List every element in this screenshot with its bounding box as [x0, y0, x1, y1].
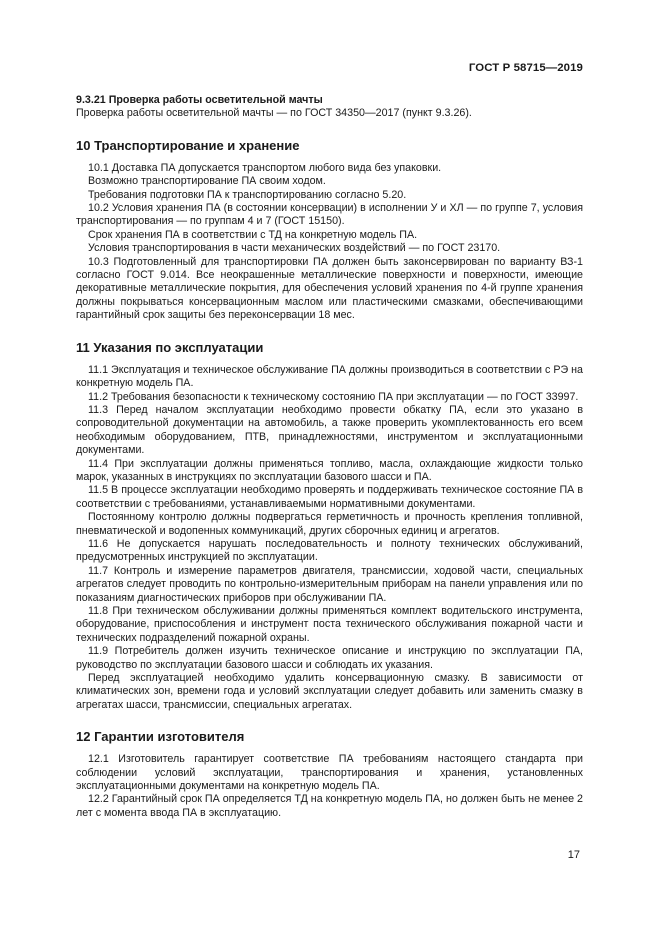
page-number: 17	[567, 849, 580, 861]
paragraph: 11.2 Требования безопасности к техническому состоянию ПА при эксплуатации — по ГОСТ 33997.	[88, 390, 579, 403]
paragraph: Срок хранения ПА в соответствии с ТД на конкретную модель ПА.	[88, 228, 418, 241]
section-heading-11: 11 Указания по эксплуатации	[76, 339, 264, 355]
section-heading-12: 12 Гарантии изготовителя	[76, 729, 245, 745]
subsection-heading	[76, 94, 583, 107]
paragraph: 11.5 В процессе эксплуатации необходимо проверять и поддерживать техническое состояние ПА в соответствии с требованиями, устанавливаемыми нормативными документами.	[76, 484, 583, 510]
paragraph: 11.8 При техническом обслуживании должны применяться комплект водительского инструмента, оборудование, приспособления и инструмент поста технического обслуживания пожарной части и технических подразделений пожарной охраны.	[76, 605, 583, 644]
paragraph: Возможно транспортирование ПА своим ходом.	[88, 175, 326, 188]
paragraph: Проверка работы осветительной мачты — по ГОСТ 34350—2017 (пункт 9.3.26).	[76, 107, 472, 120]
paragraph: 10.2 Условия хранения ПА (в состоянии консервации) в исполнении У и ХЛ — по группе 7, условия транспортирования — по группам 4 и 7 (ГОСТ 15150).	[76, 202, 583, 228]
paragraph: 11.1 Эксплуатация и техническое обслуживание ПА должны производиться в соответствии с РЭ на конкретную модель ПА.	[76, 363, 583, 390]
standard-header: ГОСТ Р 58715—2019	[468, 62, 583, 74]
paragraph: 12.1 Изготовитель гарантирует соответствие ПА требованиям настоящего стандарта при соблюдении условий эксплуатации, транспортирования и хранения, установленных эксплуатационными документами на конкретную модель ПА.	[76, 753, 583, 793]
page-content	[76, 94, 583, 820]
paragraph: 11.4 При эксплуатации должны применяться топливо, масла, охлаждающие жидкости только марок, указанных в инструкциях по эксплуатации базового шасси и ПА.	[76, 457, 583, 483]
paragraph: Требования подготовки ПА к транспортированию согласно 5.20.	[88, 188, 407, 201]
paragraph: 11.7 Контроль и измерение параметров двигателя, трансмиссии, ходовой части, специальных агрегатов следует проводить по контрольно-измерительным приборам на панели управления или по показаниям диагностических приборов при обслуживании ПА.	[76, 564, 583, 604]
paragraph: 10.3 Подготовленный для транспортировки ПА должен быть законсервирован по варианту ВЗ-1 согласно ГОСТ 9.014. Все неокрашенные металлические поверхности и поверхности, имеющие декоративные металлические покрытия, для обеспечения условий хранения по 4-й группе хранения должны покрываться консервационным маслом или пластическими смазками, обеспечивающими гарантийный срок защиты без переконсервации 18 мес.	[76, 255, 583, 322]
subsection-number: 9.3.21	[76, 94, 106, 106]
subsection-title: Проверка работы осветительной мачты	[108, 94, 323, 106]
paragraph: Условия транспортирования в части механических воздействий — по ГОСТ 23170.	[88, 242, 501, 255]
paragraph: 10.1 Доставка ПА допускается транспортом любого вида без упаковки.	[88, 161, 442, 174]
paragraph: 11.9 Потребитель должен изучить техническое описание и инструкцию по эксплуатации ПА, руководство по эксплуатации базового шасси и соблюдать их указания.	[76, 645, 583, 671]
paragraph: 11.6 Не допускается нарушать последовательность и полноту технических обслуживаний, предусмотренных инструкцией по эксплуатации.	[76, 537, 583, 564]
paragraph: Постоянному контролю должны подвергаться герметичность и прочность крепления топливной, пневматической и водопенных коммуникаций, других сборочных единиц и агрегатов.	[76, 511, 583, 537]
paragraph: Перед эксплуатацией необходимо удалить консервационную смазку. В зависимости от климатических зон, времени года и условий эксплуатации следует добавить или заменить смазку в агрегатах шасси, трансмиссии, специальных агрегатах.	[76, 672, 583, 711]
paragraph: 12.2 Гарантийный срок ПА определяется ТД на конкретную модель ПА, но должен быть не менее 2 лет с момента ввода ПА в эксплуатацию.	[76, 793, 583, 819]
paragraph: 11.3 Перед началом эксплуатации необходимо провести обкатку ПА, если это указано в сопроводительной документации на автомобиль, а также проверить укомплектованность его всем необходимым оборудованием, ПТВ, принадлежностями, инструментом и эксплуатационными документами.	[76, 403, 583, 457]
section-heading-10: 10 Транспортирование и хранение	[76, 137, 300, 153]
